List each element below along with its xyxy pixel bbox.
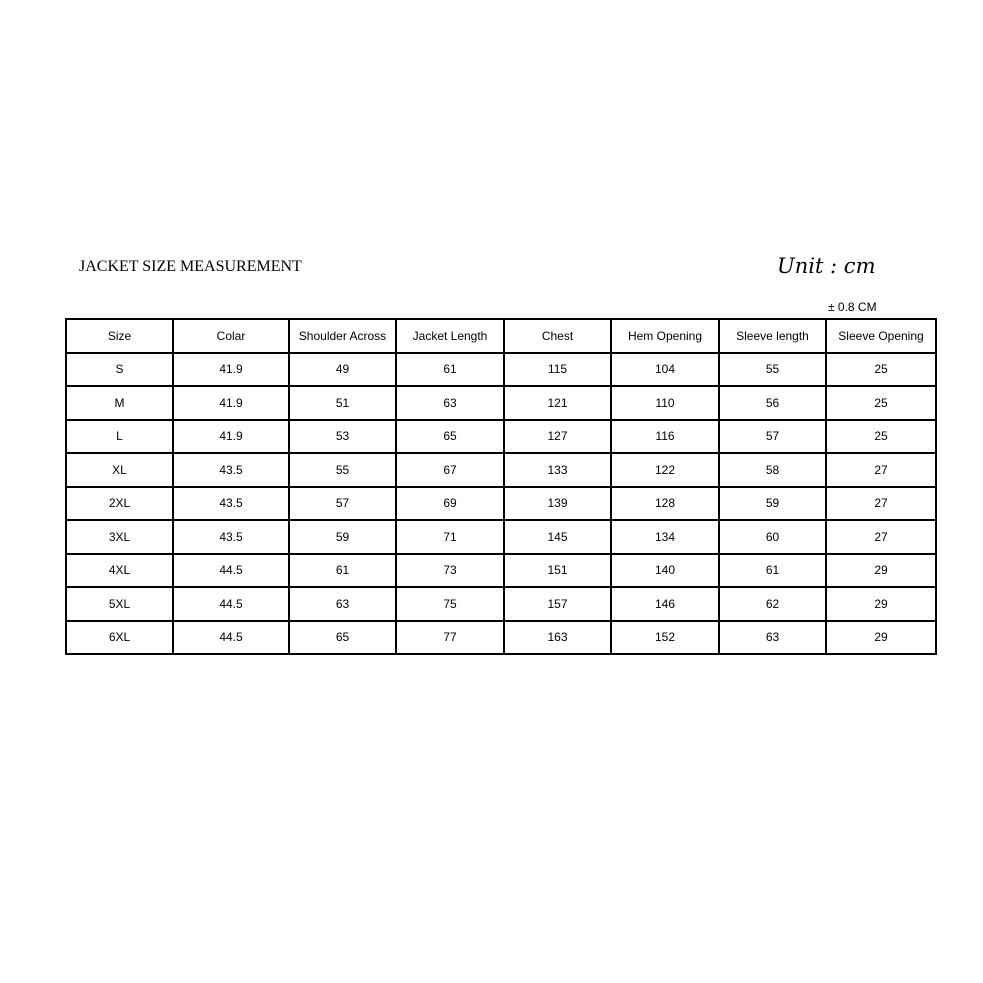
table-cell: 41.9: [173, 386, 289, 420]
table-cell: 3XL: [66, 520, 173, 554]
table-cell: 133: [504, 453, 611, 487]
table-cell: 58: [719, 453, 826, 487]
header-cell: Size: [66, 319, 173, 353]
table-row: [66, 520, 936, 554]
table-cell: 57: [719, 420, 826, 454]
table-cell: 25: [826, 386, 936, 420]
table-cell: 25: [826, 353, 936, 387]
table-cell: 61: [396, 353, 504, 387]
table-cell: 63: [719, 621, 826, 655]
table-cell: 43.5: [173, 520, 289, 554]
table-cell: 57: [289, 487, 396, 521]
size-table: [65, 318, 937, 655]
table-cell: 5XL: [66, 587, 173, 621]
table-cell: XL: [66, 453, 173, 487]
table-cell: 145: [504, 520, 611, 554]
table-row: [66, 420, 936, 454]
table-cell: 27: [826, 487, 936, 521]
table-cell: 63: [289, 587, 396, 621]
table-cell: 67: [396, 453, 504, 487]
page-title: JACKET SIZE MEASUREMENT: [79, 258, 302, 275]
table-cell: 122: [611, 453, 719, 487]
table-row: [66, 587, 936, 621]
table-cell: 2XL: [66, 487, 173, 521]
table-cell: S: [66, 353, 173, 387]
table-cell: 53: [289, 420, 396, 454]
table-cell: 151: [504, 554, 611, 588]
table-cell: 4XL: [66, 554, 173, 588]
table-cell: 49: [289, 353, 396, 387]
table-header-row: [66, 319, 936, 353]
table-cell: 110: [611, 386, 719, 420]
table-cell: 65: [396, 420, 504, 454]
table-cell: 56: [719, 386, 826, 420]
table-cell: 59: [289, 520, 396, 554]
table-cell: 121: [504, 386, 611, 420]
table-cell: 60: [719, 520, 826, 554]
table-cell: 6XL: [66, 621, 173, 655]
table-cell: 55: [289, 453, 396, 487]
table-cell: 77: [396, 621, 504, 655]
table-cell: 51: [289, 386, 396, 420]
table-cell: 115: [504, 353, 611, 387]
table-cell: 157: [504, 587, 611, 621]
header-cell: Sleeve length: [719, 319, 826, 353]
table-cell: 44.5: [173, 554, 289, 588]
table-cell: 163: [504, 621, 611, 655]
table-cell: 104: [611, 353, 719, 387]
header-cell: Chest: [504, 319, 611, 353]
table-cell: 152: [611, 621, 719, 655]
table-cell: 61: [289, 554, 396, 588]
table-row: [66, 353, 936, 387]
table-row: [66, 386, 936, 420]
table-cell: 29: [826, 554, 936, 588]
table-cell: L: [66, 420, 173, 454]
table-cell: 44.5: [173, 621, 289, 655]
table-cell: 55: [719, 353, 826, 387]
table-cell: 61: [719, 554, 826, 588]
table-cell: 25: [826, 420, 936, 454]
table-cell: 62: [719, 587, 826, 621]
table-row: [66, 453, 936, 487]
table-cell: 69: [396, 487, 504, 521]
table-cell: 41.9: [173, 420, 289, 454]
table-cell: 43.5: [173, 453, 289, 487]
table-cell: 44.5: [173, 587, 289, 621]
table-cell: 27: [826, 453, 936, 487]
table-cell: 29: [826, 587, 936, 621]
table-cell: 134: [611, 520, 719, 554]
table-cell: 73: [396, 554, 504, 588]
table-cell: 41.9: [173, 353, 289, 387]
header-cell: Hem Opening: [611, 319, 719, 353]
table-cell: 71: [396, 520, 504, 554]
table-cell: 59: [719, 487, 826, 521]
table-cell: 43.5: [173, 487, 289, 521]
header-cell: Sleeve Opening: [826, 319, 936, 353]
table-cell: M: [66, 386, 173, 420]
table-cell: 139: [504, 487, 611, 521]
table-cell: 128: [611, 487, 719, 521]
header-cell: Jacket Length: [396, 319, 504, 353]
table-cell: 63: [396, 386, 504, 420]
header-cell: Shoulder Across: [289, 319, 396, 353]
unit-label: Unit : cm: [777, 254, 876, 278]
table-row: [66, 487, 936, 521]
table-cell: 29: [826, 621, 936, 655]
table-cell: 75: [396, 587, 504, 621]
table-row: [66, 621, 936, 655]
table-cell: 65: [289, 621, 396, 655]
table-cell: 27: [826, 520, 936, 554]
table-cell: 127: [504, 420, 611, 454]
table-row: [66, 554, 936, 588]
table-cell: 146: [611, 587, 719, 621]
table-cell: 140: [611, 554, 719, 588]
table-cell: 116: [611, 420, 719, 454]
header-cell: Colar: [173, 319, 289, 353]
tolerance-label: ± 0.8 CM: [828, 300, 877, 314]
